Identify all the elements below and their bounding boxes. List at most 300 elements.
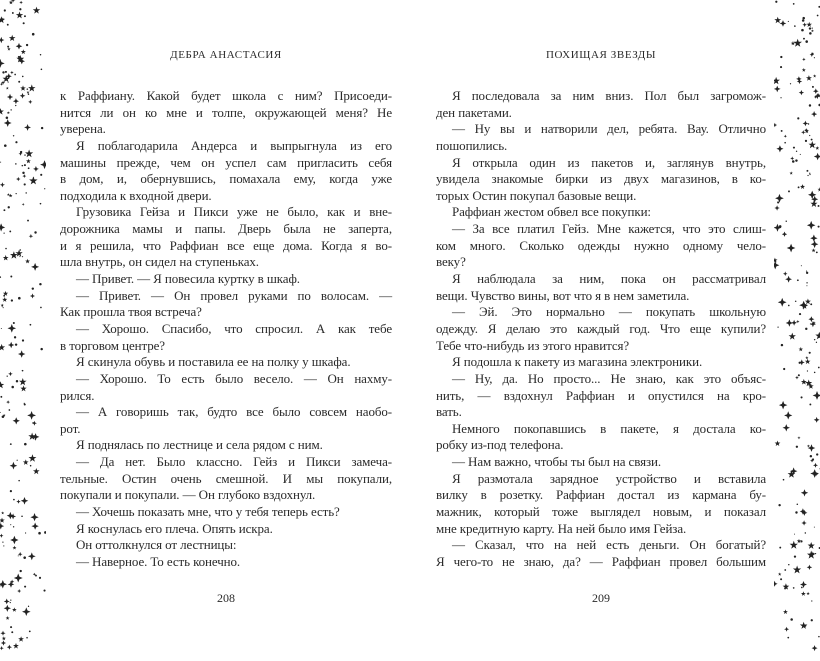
star-icon [7,47,11,50]
star-icon [13,417,20,424]
star-icon [816,251,818,253]
star-icon [38,532,41,535]
star-icon [801,520,806,525]
star-icon [788,21,789,22]
star-icon [811,600,812,601]
text-line: Я поднялась по лестнице и села рядом с ним. [76,437,323,453]
star-icon [29,630,31,632]
text-line: машины прежде, чем он успел сам пригласить себя [60,154,392,170]
star-icon [40,174,42,176]
star-icon [8,324,17,333]
star-icon [810,469,819,478]
star-icon [778,298,787,307]
star-icon [26,44,28,46]
text-line: рился. [60,387,95,403]
star-icon [13,98,19,104]
text-line: Я поблагодарила Андерса и выпрыгнула из его [76,137,392,153]
text-line: в торговом центре? [60,337,165,353]
star-icon [30,324,32,326]
star-icon [805,129,809,133]
star-icon [20,85,26,90]
star-icon [806,285,807,286]
star-icon [814,57,815,58]
star-icon [815,332,820,340]
star-icon [809,352,811,354]
star-icon [805,532,806,533]
star-icon [22,165,24,167]
star-icon [818,367,820,369]
text-line: торых Остин покупал базовые вещи. [436,187,637,203]
star-icon [6,400,10,404]
star-icon [24,124,31,131]
star-icon [6,117,8,120]
star-icon [8,206,10,208]
star-icon [33,468,40,474]
star-icon [44,531,46,534]
star-icon [801,591,806,596]
star-icon [22,203,25,206]
star-icon [815,553,816,554]
star-icon [814,372,816,374]
star-icon [809,27,811,29]
star-icon [809,104,811,106]
star-icon [810,455,812,457]
star-icon [0,223,5,231]
star-icon [16,380,18,382]
star-icon [786,221,787,222]
text-line: Тебе что-нибудь из этого нравится? [436,337,630,353]
star-icon [799,313,801,315]
star-icon [28,84,35,91]
star-icon [22,370,24,372]
star-icon [22,607,31,616]
text-line: — Хорошо. То есть было весело. — Он нахму- [76,370,392,386]
star-icon [8,342,14,349]
star-icon [4,144,7,147]
star-icon [35,575,37,577]
stars-pattern [0,0,46,661]
star-icon [8,82,9,83]
star-icon [798,374,800,376]
star-icon [777,201,779,203]
star-icon [5,248,7,250]
star-icon [783,368,785,370]
star-icon [818,205,820,207]
star-icon [29,454,37,462]
star-icon [797,436,800,439]
text-line: — Эй. Это нормально — покупать школьную [452,304,766,320]
star-icon [0,162,1,163]
star-icon [9,35,16,41]
text-line: — Сказал, что на ней есть деньги. Он богатый? [452,537,766,553]
star-icon [39,577,41,579]
star-icon [16,43,23,50]
star-icon [808,542,815,549]
star-icon [797,503,799,505]
text-line: Он оттолкнулся от лестницы: [76,537,237,553]
star-icon [32,288,34,290]
star-icon [8,372,13,377]
star-icon [775,194,784,203]
page-number-right: 209 [592,590,610,605]
star-icon [29,234,34,239]
star-icon [43,590,45,592]
star-icon [27,411,36,420]
star-icon [802,19,805,22]
star-icon [32,433,40,441]
text-line: — Нам важно, чтобы ты был на связи. [452,454,661,470]
star-icon [790,171,793,174]
star-icon [22,256,23,257]
star-icon [40,160,46,169]
star-icon [19,570,21,572]
star-icon [809,135,810,136]
star-icon [794,534,795,535]
star-icon [785,276,792,283]
star-icon [31,523,38,530]
star-icon [22,388,23,389]
star-icon [813,74,816,77]
star-icon [18,81,20,83]
star-icon [1,640,6,645]
star-icon [795,511,797,513]
text-line: робку из-под телефона. [436,437,564,453]
star-icon [21,515,23,517]
star-icon [40,54,41,55]
star-icon [809,141,817,148]
star-icon [783,479,785,481]
star-icon [774,261,779,270]
star-icon [33,166,39,172]
star-icon [807,370,808,371]
star-icon [807,22,813,27]
star-icon [32,422,33,423]
star-icon [25,192,26,193]
star-icon [784,135,787,138]
star-icon [11,386,14,389]
star-icon [0,59,5,68]
star-icon [25,259,30,264]
star-icon [0,523,4,530]
star-icon [4,119,12,127]
star-icon [27,91,30,94]
star-icon [0,182,5,187]
star-icon [22,76,24,78]
star-icon [18,350,25,357]
star-icon [774,581,778,587]
star-icon [815,146,819,150]
star-icon [13,546,17,550]
star-icon [806,271,807,272]
star-icon [812,86,814,88]
star-icon [780,56,782,58]
star-icon [10,536,18,544]
star-icon [13,643,19,649]
star-icon [22,339,24,341]
star-icon [792,160,795,163]
text-line: вилку в розетку. Раффиан достал из кармана бу- [436,487,766,503]
left-page [60,0,392,661]
star-icon [812,28,813,29]
star-icon [774,224,781,232]
star-icon [796,76,802,82]
star-icon [811,240,819,248]
text-line: и я решила, что Раффиан все еще дома. Когда я во- [60,237,392,253]
star-icon [21,49,26,54]
text-line: Грузовика Гейза и Пикси уже не было, как и вне- [76,204,392,220]
star-icon [816,342,817,343]
star-icon [41,127,43,129]
star-icon [15,105,16,106]
star-icon [796,446,798,448]
star-icon [0,646,4,650]
star-icon [23,556,26,559]
star-icon [811,111,817,117]
star-icon [795,159,797,161]
text-line: к Раффиану. Какой будет школа с ним? Присоеди- [60,88,392,103]
star-icon [3,209,5,211]
star-icon [795,376,799,380]
star-icon [801,587,803,589]
star-icon [18,636,24,642]
star-icon [774,258,778,263]
star-icon [24,183,26,185]
text-line: дорожника мамы и папы. Дверь была не заперта, [60,221,392,237]
star-icon [16,177,20,181]
star-icon [811,29,814,32]
star-icon [802,17,805,20]
text-line: — Хорошо. Спасибо, что спросил. А как тебе [76,320,392,336]
star-icon [814,339,815,340]
star-icon [787,637,789,639]
star-icon [6,87,9,90]
star-icon [44,188,45,189]
star-icon [1,328,2,329]
star-icon [784,142,786,144]
star-icon [0,534,4,538]
star-icon [788,305,790,307]
star-icon [0,381,4,388]
star-icon [15,343,17,345]
star-icon [10,626,12,628]
star-icon [805,328,807,330]
stars-pattern [774,0,820,661]
text-line: увидела знакомые бирки из двух магазинов, в ко- [436,171,766,187]
star-icon [26,637,28,639]
text-line: мажник, который тоже выглядел новым, и показал [436,504,766,520]
text-line: — Привет. — Я повесила куртку в шкаф. [76,271,300,287]
star-icon [10,443,12,445]
star-icon [24,586,26,588]
star-icon [810,303,812,305]
star-icon [24,15,26,17]
star-icon [16,12,23,19]
star-icon [4,605,11,612]
star-icon [787,244,796,253]
star-icon [0,585,1,586]
star-icon [3,295,5,297]
star-icon [24,403,26,405]
star-icon [10,602,11,603]
star-icon [801,379,807,385]
star-icon [813,391,820,400]
text-line: — Ну вы и натворили дел, ребята. Вау. Отлично [452,121,766,137]
text-line: — Да нет. Было классно. Гейз и Пикси замеча- [76,454,392,470]
star-icon [788,564,789,565]
star-icon [10,276,12,278]
text-line: вать. [436,404,462,420]
star-icon [17,589,21,593]
text-line: пошопились. [436,137,508,153]
star-icon [788,190,790,192]
star-icon [7,24,9,26]
star-icon [13,499,15,501]
star-icon [802,68,806,72]
star-icon [19,8,21,10]
star-icon [817,15,819,17]
star-icon [805,359,811,365]
star-icon [18,56,20,58]
star-icon [28,167,30,169]
right-page-text [436,88,766,571]
text-line: уверена. [60,121,106,137]
text-line: вещи. Чувство вины, вот что я в нем заметила. [436,287,690,303]
star-icon [811,139,813,141]
text-line: нится ли он ко мне и толпе, окружающей меня? Не [60,104,392,120]
star-icon [11,299,13,301]
star-icon [18,480,20,482]
star-icon [3,255,9,261]
star-icon [7,645,12,650]
text-line: подходила к входной двери. [60,187,212,203]
star-icon [2,71,4,73]
star-icon [0,37,4,43]
star-icon [15,141,17,143]
star-icon [805,299,811,305]
star-icon [783,609,788,614]
text-line: Я размотала зарядное устройство и вставила [452,470,766,486]
star-icon [800,154,801,155]
star-icon [10,109,11,110]
star-icon [810,321,816,327]
star-icon [784,411,792,419]
star-icon [818,226,820,228]
star-icon [23,459,29,465]
star-icon [14,574,23,583]
star-icon [12,12,14,14]
star-icon [1,511,4,514]
star-icon [777,327,778,328]
star-icon [801,29,804,32]
star-icon [778,504,780,506]
star-icon [799,359,805,365]
star-icon [816,453,818,455]
star-icon [10,462,18,470]
star-icon [21,497,29,505]
star-icon [20,385,26,391]
star-icon [790,618,793,621]
star-icon [774,17,781,24]
star-icon [797,279,799,281]
star-icon [16,193,17,194]
star-icon [808,444,816,452]
star-icon [781,130,783,132]
star-icon [20,93,26,99]
star-icon [806,170,808,172]
star-icon [10,524,11,525]
star-icon [14,336,16,338]
star-icon [780,578,782,580]
star-icon [18,555,19,556]
star-icon [796,151,797,152]
star-icon [24,154,25,155]
star-icon [791,320,797,326]
star-icon [15,250,22,257]
star-icon [794,556,796,558]
star-icon [41,68,43,70]
star-icon [20,151,22,153]
star-icon [799,347,804,351]
star-icon [782,232,787,237]
star-icon [13,322,15,324]
star-icon [10,71,14,75]
text-line: ком много. Сколько одежды нужно одному чело- [436,237,766,253]
star-icon [28,100,32,104]
star-icon [16,500,20,504]
star-icon [25,532,26,533]
star-icon [33,177,34,178]
star-icon [793,147,795,149]
star-icon [32,33,35,36]
star-icon [19,256,20,257]
text-line: рот. [60,420,81,436]
text-line: Я наблюдала за ним, пока он рассматривал [452,271,766,287]
star-icon [803,38,805,40]
page-number-left: 208 [217,590,235,605]
star-icon [13,526,14,527]
star-icon [807,221,816,230]
star-icon [30,465,32,467]
star-icon [5,71,7,73]
right-page [436,0,766,661]
star-icon [814,93,820,99]
text-line: — Наверное. То есть конечно. [76,553,241,569]
star-icon [812,645,818,651]
star-icon [10,490,12,492]
star-icon [807,175,808,176]
star-icon [807,565,813,570]
star-icon [806,282,807,283]
star-icon [801,489,808,496]
text-line: мне кредитную карту. На ней было имя Гейза. [436,520,687,536]
star-icon [40,348,42,350]
star-icon [803,121,809,127]
star-icon [2,541,3,542]
star-icon [784,569,786,571]
star-icon [774,205,779,210]
text-line: шла внутрь, он сидел на ступеньках. [60,254,259,270]
star-icon [7,111,10,114]
star-icon [0,580,7,589]
star-icon [13,135,14,136]
star-icon [810,235,817,242]
star-icon [778,572,781,575]
star-icon [802,58,806,62]
star-icon [779,547,781,549]
star-icon [30,293,35,298]
star-icon [780,20,787,27]
star-icon [6,616,10,620]
